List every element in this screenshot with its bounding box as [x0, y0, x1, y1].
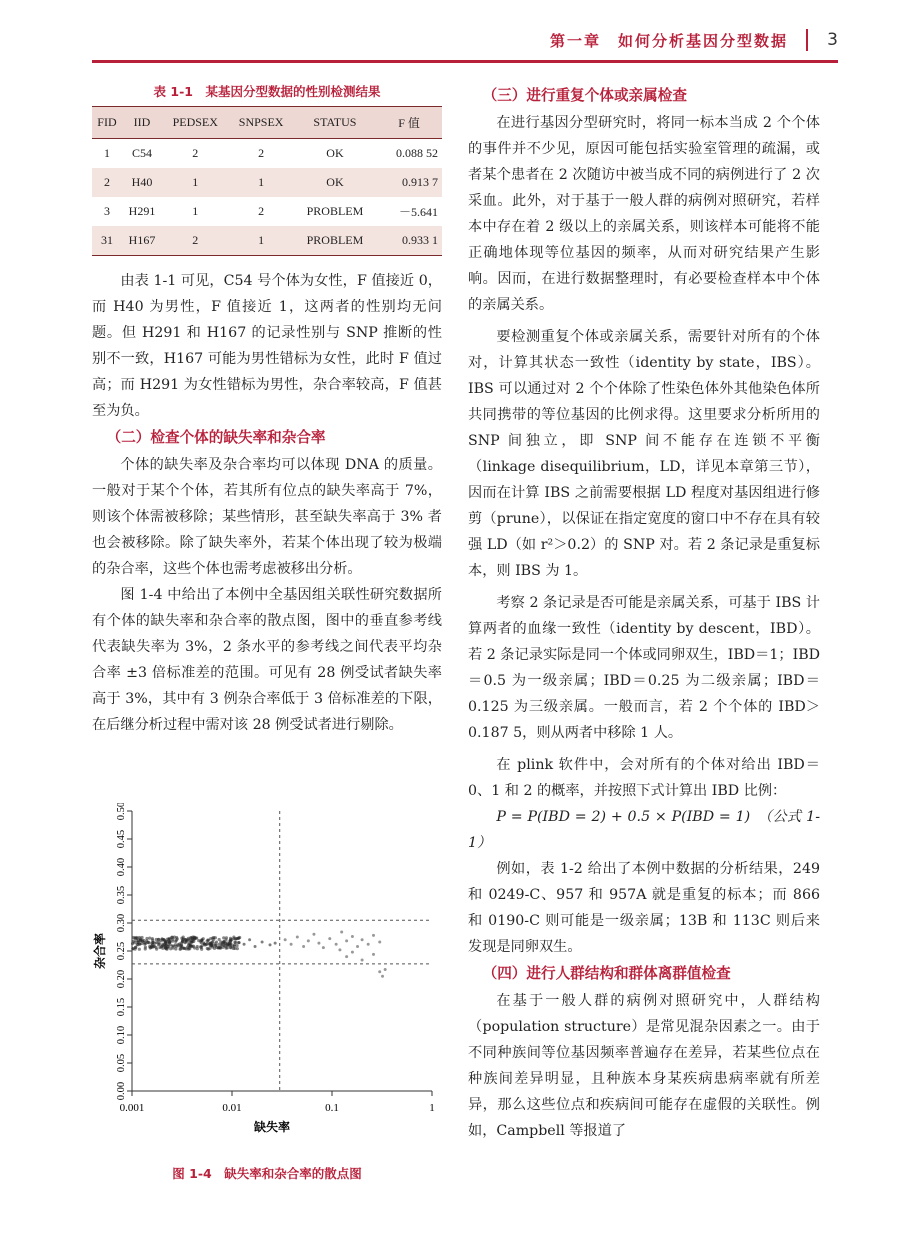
- data-point: [248, 938, 251, 941]
- formula: P = P(IBD = 2) + 0.5 × P(IBD = 1) （公式 1-1）: [468, 809, 820, 851]
- data-point: [345, 939, 348, 942]
- y-tick-label: 0.35: [116, 885, 127, 905]
- sex-check-table: [92, 106, 442, 256]
- cell: OK: [326, 146, 344, 160]
- cell: PROBLEM: [294, 226, 376, 256]
- cell: 0.913 7: [376, 168, 442, 197]
- page-number: 3: [827, 30, 838, 50]
- data-point: [145, 939, 148, 942]
- data-point: [372, 953, 375, 956]
- data-point: [384, 968, 387, 971]
- data-point: [269, 943, 272, 946]
- data-point: [143, 943, 146, 946]
- data-point: [233, 941, 236, 944]
- col-header-pedsex: PEDSEX: [162, 107, 228, 139]
- data-point: [203, 943, 206, 946]
- data-point: [165, 943, 168, 946]
- data-point: [317, 942, 320, 945]
- data-point: [200, 941, 203, 944]
- table-caption: 表 1-1 某基因分型数据的性别检测结果: [153, 84, 381, 99]
- data-point: [238, 941, 241, 944]
- table-row: [92, 226, 442, 256]
- data-point: [228, 939, 231, 942]
- right-column: [468, 82, 820, 1144]
- table-row: [92, 139, 442, 169]
- data-point: [235, 944, 238, 947]
- data-point: [274, 942, 277, 945]
- x-tick-label: 0.1: [325, 1102, 339, 1114]
- data-point: [378, 970, 381, 973]
- data-point: [356, 945, 359, 948]
- data-point: [199, 945, 202, 948]
- data-point: [378, 941, 381, 944]
- data-point: [237, 937, 240, 940]
- data-point: [155, 948, 158, 951]
- data-point: [148, 941, 151, 944]
- paragraph: 由表 1-1 可见，C54 号个体为女性，F 值接近 0，而 H40 为男性，F 值接近 1，这两者的性别均无问题。但 H291 和 H167 的记录性别与 SNP 推断的性别不一致，H167 可能为男性错标为女性，此时 F 值过高；而 H291 为女性错标为男性，杂合率较高，F 值甚至为负。: [92, 273, 442, 419]
- cell: PROBLEM: [306, 204, 364, 218]
- data-point: [335, 943, 338, 946]
- data-point: [141, 940, 144, 943]
- data-point: [220, 943, 223, 946]
- data-point: [214, 936, 217, 939]
- data-point: [226, 946, 229, 949]
- col-header-snpsex: SNPSEX: [228, 107, 293, 139]
- data-point: [169, 947, 172, 950]
- data-point: [131, 942, 134, 945]
- data-point: [211, 940, 214, 943]
- cell: H40: [122, 168, 162, 197]
- section-heading: （二）检查个体的缺失率和杂合率: [106, 429, 326, 446]
- table-header-row: [92, 107, 442, 139]
- data-point: [340, 930, 343, 933]
- y-tick-label: 0.30: [116, 913, 127, 933]
- cell: H167: [122, 226, 162, 256]
- data-point: [351, 935, 354, 938]
- chapter-title: 第一章 如何分析基因分型数据: [549, 32, 788, 50]
- cell: OK: [294, 168, 376, 197]
- data-point: [148, 945, 151, 948]
- data-point: [338, 948, 341, 951]
- header-separator: [806, 29, 808, 51]
- paragraph: 在基于一般人群的病例对照研究中，人群结构（population structure）是常见混杂因素之一。由于不同种族间等位基因频率普遍存在差异，若某些位点在种族间差异明显，且种族本身某疾病患病率就有所差异，那么这些位点和疾病间可能存在虚假的关联性。例如，Campbell 等报道了: [468, 993, 820, 1139]
- scatter-figure: [92, 803, 442, 1163]
- data-point: [195, 936, 198, 939]
- cell: 0.933 1: [376, 226, 442, 256]
- data-point: [225, 936, 228, 939]
- data-point: [322, 946, 325, 949]
- x-tick-label: 0.001: [119, 1102, 145, 1114]
- data-point: [233, 944, 236, 947]
- left-column: [92, 82, 442, 738]
- data-point: [161, 947, 164, 950]
- paragraph: 在进行基因分型研究时，将同一标本当成 2 个个体的事件并不少见，原因可能包括实验室管理的疏漏，或者某个患者在 2 次随访中被当成不同的病例进行了 2 次采血。此外，对于基于一般人群的病例对照研究，若样本中存在着 2 级以上的亲属关系，则该样本可能将不能正确地体现等位基因的频率，从而对研究结果产生影响。因而，在进行数据整理时，有必要检查样本中个体的亲属关系。: [468, 115, 820, 313]
- data-point: [307, 939, 310, 942]
- data-point: [208, 942, 211, 945]
- cell: C54: [131, 146, 152, 160]
- data-point: [138, 948, 141, 951]
- x-tick-label: 1: [429, 1102, 435, 1114]
- data-point: [175, 939, 178, 942]
- data-point: [138, 943, 141, 946]
- data-point: [351, 951, 354, 954]
- data-point: [224, 942, 227, 945]
- data-point: [207, 939, 210, 942]
- cell: 2: [192, 146, 199, 160]
- cell: 0.088 52: [396, 146, 438, 160]
- col-header-f: F 值: [376, 107, 442, 139]
- cell: H291: [128, 204, 156, 218]
- x-tick-label: 0.01: [222, 1102, 242, 1114]
- data-point: [229, 946, 232, 949]
- cell: 2: [258, 204, 265, 218]
- section-heading: （三）进行重复个体或亲属检查: [482, 87, 687, 104]
- header-rule: [92, 60, 838, 63]
- paragraph: 图 1-4 中给出了本例中全基因组关联性研究数据所有个体的缺失率和杂合率的散点图，图中的垂直参考线代表缺失率为 3%，2 条水平的参考线之间代表平均杂合率 ±3 倍标准差的范围。可见有 28 例受试者缺失率高于 3%，其中有 3 例杂合率低于 3 倍标准差的下限，在后继分析过程中需对该 28 例受试者进行剔除。: [92, 587, 442, 733]
- data-point: [361, 938, 364, 941]
- data-point: [169, 941, 172, 944]
- col-header-status: STATUS: [294, 107, 376, 139]
- data-point: [160, 939, 163, 942]
- col-header-fid: FID: [92, 107, 122, 139]
- data-point: [163, 938, 166, 941]
- data-point: [151, 937, 154, 940]
- cell: 1: [228, 168, 293, 197]
- col-header-iid: IID: [122, 107, 162, 139]
- paragraph: 个体的缺失率及杂合率均可以体现 DNA 的质量。一般对于某个个体，若其所有位点的缺失率高于 7%，则该个体需被移除；某些情形，甚至缺失率高于 3% 者也会被移除。除了缺失率外，若某个体出现了较为极端的杂合率，这些个体也需考虑被移出分析。: [92, 457, 442, 577]
- data-point: [200, 938, 203, 941]
- data-point: [182, 935, 185, 938]
- data-point: [155, 938, 158, 941]
- cell: －5.641: [398, 205, 438, 219]
- cell: 2: [92, 168, 122, 197]
- x-axis-label: 缺失率: [253, 1120, 291, 1134]
- y-tick-label: 0.10: [116, 1025, 127, 1045]
- data-point: [296, 936, 299, 939]
- data-point: [178, 942, 181, 945]
- y-tick-label: 0.00: [116, 1081, 127, 1101]
- table-row: [92, 168, 442, 197]
- data-point: [196, 945, 199, 948]
- data-point: [284, 938, 287, 941]
- y-tick-label: 0.45: [116, 829, 127, 849]
- figure-caption: 图 1-4 缺失率和杂合率的散点图: [172, 1166, 362, 1181]
- data-point: [182, 947, 185, 950]
- y-tick-label: 0.05: [116, 1053, 127, 1073]
- data-point: [144, 947, 147, 950]
- section-heading: （四）进行人群结构和群体离群值检查: [482, 965, 731, 982]
- y-tick-label: 0.15: [116, 997, 127, 1017]
- data-point: [192, 938, 195, 941]
- data-point: [312, 933, 315, 936]
- data-point: [290, 943, 293, 946]
- data-point: [148, 936, 151, 939]
- data-point: [211, 946, 214, 949]
- page-header: [0, 0, 900, 70]
- y-tick-label: 0.25: [116, 941, 127, 961]
- data-point: [188, 947, 191, 950]
- data-point: [175, 936, 178, 939]
- data-point: [185, 939, 188, 942]
- data-point: [168, 937, 171, 940]
- cell: 1: [192, 204, 199, 218]
- data-point: [254, 945, 257, 948]
- data-point: [158, 946, 161, 949]
- y-axis-label: 杂合率: [93, 932, 107, 970]
- cell: 3: [103, 204, 110, 218]
- data-point: [134, 937, 137, 940]
- data-point: [361, 958, 364, 961]
- cell: 31: [92, 226, 122, 256]
- paragraph: 考察 2 条记录是否可能是亲属关系，可基于 IBS 计算两者的血缘一致性（identity by descent，IBD）。若 2 条记录实际是同一个体或同卵双生，IBD＝1；IBD＝0.5 为一级亲属；IBD＝0.25 为二级亲属；IBD＝0.125 为三级亲属。一般而言，若 2 个个体的 IBD＞0.187 5，则从两者中移除 1 人。: [468, 595, 820, 741]
- y-tick-label: 0.50: [116, 803, 127, 821]
- data-point: [302, 945, 305, 948]
- data-point: [218, 946, 221, 949]
- data-point: [172, 944, 175, 947]
- paragraph: 例如，表 1-2 给出了本例中数据的分析结果，249 和 0249-C、957 和 957A 就是重复的标本；而 866 和 0190-C 则可能是一级亲属；13B 和 113C 则后来发现是同卵双生。: [468, 861, 820, 955]
- paragraph: 要检测重复个体或亲属关系，需要针对所有的个体对，计算其状态一致性（identity by state，IBS）。IBS 可以通过对 2 个个体除了性染色体外其他染色体所共同携带的等位基因的比例求得。这里要求分析所用的 SNP 间独立，即 SNP 间不能存在连锁不平衡（linkage disequilibrium，LD，详见本章第三节），因而在计算 IBS 之前需要根据 LD 程度对基因组进行修剪（prune），以保证在指定宽度的窗口中不存在具有较强 LD（如 r²＞0.2）的 SNP 对。若 2 条记录是重复标本，则 IBS 为 1。: [468, 329, 820, 579]
- cell: 1: [103, 146, 110, 160]
- data-point: [219, 940, 222, 943]
- data-point: [345, 955, 348, 958]
- data-point: [215, 941, 218, 944]
- cell: 1: [162, 168, 228, 197]
- data-point: [188, 944, 191, 947]
- data-point: [243, 943, 246, 946]
- data-point: [261, 941, 264, 944]
- table-row: [92, 197, 442, 226]
- cell: 2: [162, 226, 228, 256]
- cell: 2: [258, 146, 265, 160]
- data-point: [328, 937, 331, 940]
- data-point: [207, 948, 210, 951]
- data-point: [174, 947, 177, 950]
- data-point: [154, 942, 157, 945]
- paragraph: 在 plink 软件中，会对所有的个体对给出 IBD＝0、1 和 2 的概率，并按照下式计算出 IBD 比例：: [468, 757, 820, 799]
- data-point: [367, 943, 370, 946]
- data-point: [372, 934, 375, 937]
- y-tick-label: 0.40: [116, 857, 127, 877]
- data-point: [171, 936, 174, 939]
- y-tick-label: 0.20: [116, 969, 127, 989]
- scatter-chart: [92, 803, 442, 1163]
- data-point: [229, 943, 232, 946]
- data-point: [381, 975, 384, 978]
- cell: 1: [228, 226, 293, 256]
- data-point: [133, 948, 136, 951]
- data-point: [171, 940, 174, 943]
